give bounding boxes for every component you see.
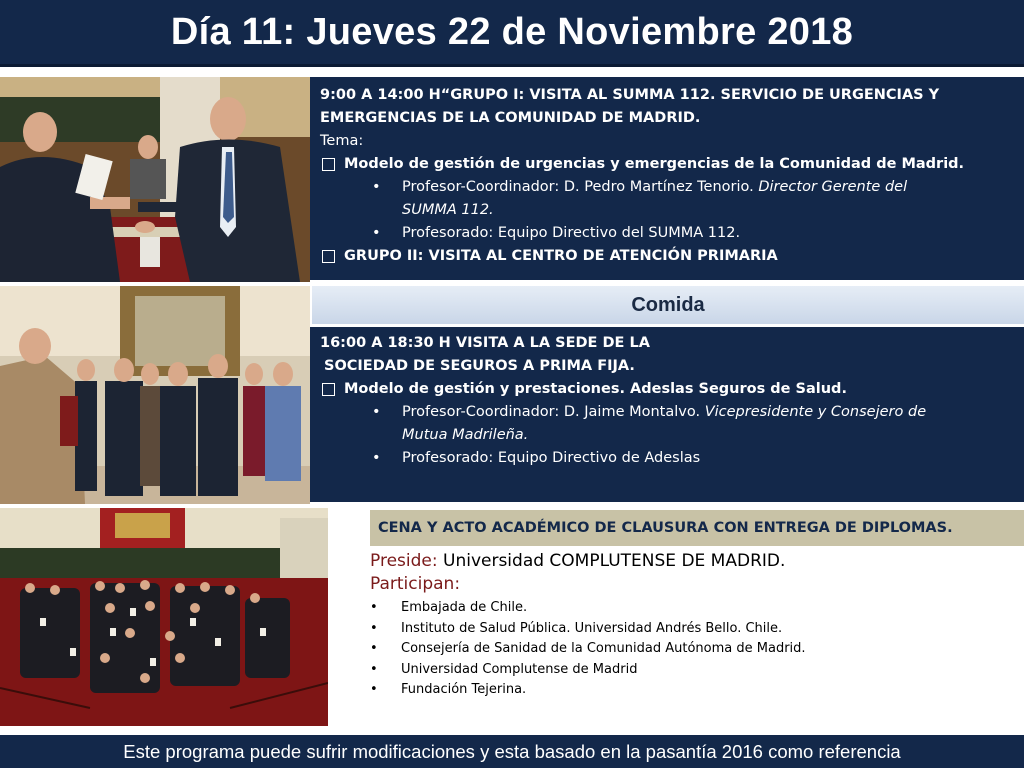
list-item <box>370 680 1024 701</box>
session1-coordinator-item <box>320 176 1014 222</box>
participant-text: Fundación Tejerina. <box>401 682 527 697</box>
handshake-photo <box>0 77 310 282</box>
session2-coordinator: Profesor-Coordinador: D. Jaime Montalvo. <box>402 404 701 420</box>
bullet-icon: • <box>370 641 378 656</box>
title-bar <box>0 0 1024 67</box>
lunch-bar <box>312 286 1024 324</box>
session1-group2-item <box>320 245 1014 268</box>
participant-text: Consejería de Sanidad de la Comunidad Autónoma de Madrid. <box>401 641 806 656</box>
preside-row <box>370 550 1024 573</box>
footer-note: Este programa puede sufrir modificaciones y esta basado en la pasantía 2016 como referencia <box>123 740 901 762</box>
bullet-icon: • <box>372 450 381 466</box>
checkbox-bullet-icon <box>322 383 335 396</box>
preside-label: Preside: <box>370 551 438 571</box>
session1-heading-line2: EMERGENCIAS DE LA COMUNIDAD DE MADRID. <box>320 110 701 126</box>
participant-text: Embajada de Chile. <box>401 600 528 615</box>
checkbox-bullet-icon <box>322 158 335 171</box>
footer-bar <box>0 735 1024 768</box>
bullet-icon: • <box>372 225 381 241</box>
session1-coordinator-role-1: Director Gerente del <box>758 179 908 195</box>
morning-session-panel <box>310 77 1024 280</box>
session2-heading-line1: 16:00 A 18:30 H VISITA A LA SEDE DE LA <box>320 335 650 351</box>
session1-coordinator: Profesor-Coordinador: D. Pedro Martínez Tenorio. <box>402 179 754 195</box>
session2-topic-item <box>320 378 1014 401</box>
afternoon-session-panel <box>310 327 1024 502</box>
session2-coordinator-role-2: Mutua Madrileña. <box>402 427 529 443</box>
bullet-icon: • <box>370 661 378 677</box>
list-item <box>370 619 1024 640</box>
preside-value: Universidad COMPLUTENSE DE MADRID. <box>443 551 786 571</box>
participan-label: Participan: <box>370 574 461 594</box>
bullet-icon: • <box>372 404 381 420</box>
session1-heading-line1: 9:00 A 14:00 H“GRUPO I: VISITA AL SUMMA 112. SERVICIO DE URGENCIAS Y <box>320 87 940 103</box>
participant-text: Instituto de Salud Pública. Universidad Andrés Bello. Chile. <box>401 620 783 636</box>
list-item <box>370 660 1024 681</box>
session2-coordinator-item <box>320 401 1014 447</box>
session2-staff: Profesorado: Equipo Directivo de Adeslas <box>402 450 701 466</box>
session1-tema: Tema: <box>320 133 364 149</box>
list-item <box>370 598 1024 619</box>
session1-staff-item <box>320 222 1014 245</box>
closing-details <box>370 550 1024 701</box>
bullet-icon: • <box>372 179 381 195</box>
participant-text: Universidad Complutense de Madrid <box>401 661 638 677</box>
closing-heading: CENA Y ACTO ACADÉMICO DE CLAUSURA CON ENTREGA DE DIPLOMAS. <box>378 520 953 536</box>
session1-topic: Modelo de gestión de urgencias y emergencias de la Comunidad de Madrid. <box>344 156 965 172</box>
list-item <box>370 639 1024 660</box>
checkbox-bullet-icon <box>322 250 335 263</box>
participants-list <box>370 598 1024 701</box>
bullet-icon: • <box>370 600 378 615</box>
bullet-icon: • <box>370 620 378 636</box>
session1-staff: Profesorado: Equipo Directivo del SUMMA 112. <box>402 225 741 241</box>
session2-heading-line2: SOCIEDAD DE SEGUROS A PRIMA FIJA. <box>324 358 635 374</box>
bullet-icon: • <box>370 682 378 697</box>
session1-topic-item <box>320 153 1014 176</box>
closing-heading-bar <box>370 510 1024 546</box>
session2-topic: Modelo de gestión y prestaciones. Adeslas Seguros de Salud. <box>344 381 847 397</box>
closing-ceremony-photo <box>0 508 328 726</box>
session2-coordinator-role-1: Vicepresidente y Consejero de <box>704 404 927 420</box>
session1-group2: GRUPO II: VISITA AL CENTRO DE ATENCIÓN PRIMARIA <box>344 248 778 264</box>
lunch-label: Comida <box>631 293 705 316</box>
page-title: Día 11: Jueves 22 de Noviembre 2018 <box>170 10 854 53</box>
session1-coordinator-role-2: SUMMA 112. <box>402 202 494 218</box>
group-visit-photo <box>0 286 310 504</box>
session2-staff-item <box>320 447 1014 470</box>
